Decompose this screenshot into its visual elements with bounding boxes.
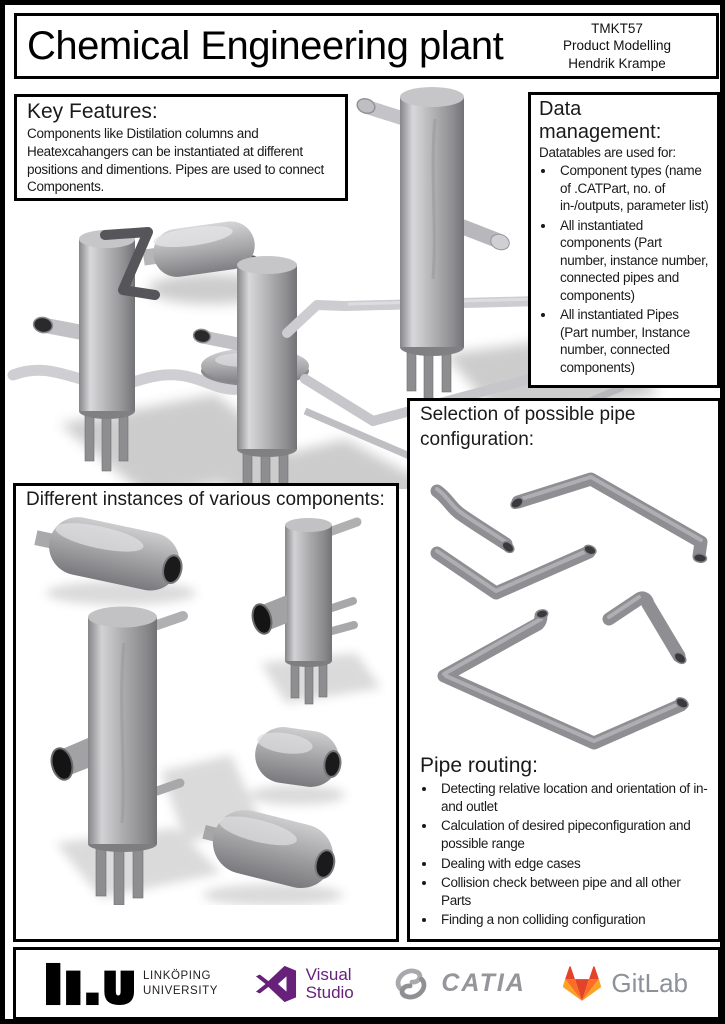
list-item: • All instantiated components (Part number, instance number, connected pipes and components) [556,217,709,305]
pipe-routing-heading: Pipe routing: [420,754,538,778]
header-panel [14,13,719,79]
liu-wordmark: LINKÖPING UNIVERSITY [143,970,219,997]
pipe-selection-panel [407,398,721,942]
heat-exchanger [252,723,345,790]
gitlab-wordmark: GitLab [611,968,688,998]
data-management-list [539,162,709,377]
list-item: • All instantiated Pipes (Part number, Instance number, connected components) [556,306,709,376]
data-management-panel [528,92,720,388]
list-item: • Dealing with edge cases [437,855,708,873]
pipe-configurations-render [420,456,710,752]
footer-panel [13,947,721,1020]
catia-logo [390,963,526,1005]
gitlab-tanuki-icon [562,965,602,1003]
instances-heading: Different instances of various components: [26,489,385,510]
data-management-intro: Datatables are used for: [539,145,676,160]
component-instances-render [26,513,386,905]
course-code: TMKT57 [591,20,643,36]
visual-studio-wordmark: Visual Studio [305,964,354,1002]
catia-wordmark: CATIA [441,969,526,997]
visual-studio-icon [255,964,297,1004]
visual-studio-logo [255,964,354,1004]
page-title: Chemical Engineering plant [27,23,504,68]
key-features-heading: Key Features: [27,100,158,123]
key-features-body: Components like Distilation columns and Heatexcahangers can be instantiated at different positions and dimentions. Pipes are used to connect Components. [27,126,324,195]
list-item: • Calculation of desired pipeconfiguration and possible range [437,817,708,852]
liu-logo [46,961,218,1007]
list-item: • Component types (name of .CATPart, no. of in-/outputs, parameter list) [556,162,709,215]
list-item: • Detecting relative location and orientation of in- and outlet [437,780,708,815]
gitlab-logo [562,965,688,1003]
pipe-routing-list [420,780,708,930]
pipe-config [609,598,679,656]
list-item: • Finding a non colliding configuration [437,911,708,929]
list-item: • Collision check between pipe and all other Parts [437,874,708,909]
pipe-selection-heading: Selection of possible pipe configuration: [420,404,636,450]
course-info [528,20,706,73]
liu-mark-icon [46,961,134,1007]
pipe-config [444,616,681,743]
dassault-3ds-icon [390,963,432,1005]
component-instances-panel [13,483,399,942]
data-management-heading: Data management: [539,98,662,143]
key-features-panel [14,94,348,201]
author-name: Hendrik Krampe [568,55,666,71]
course-name: Product Modelling [562,38,672,54]
